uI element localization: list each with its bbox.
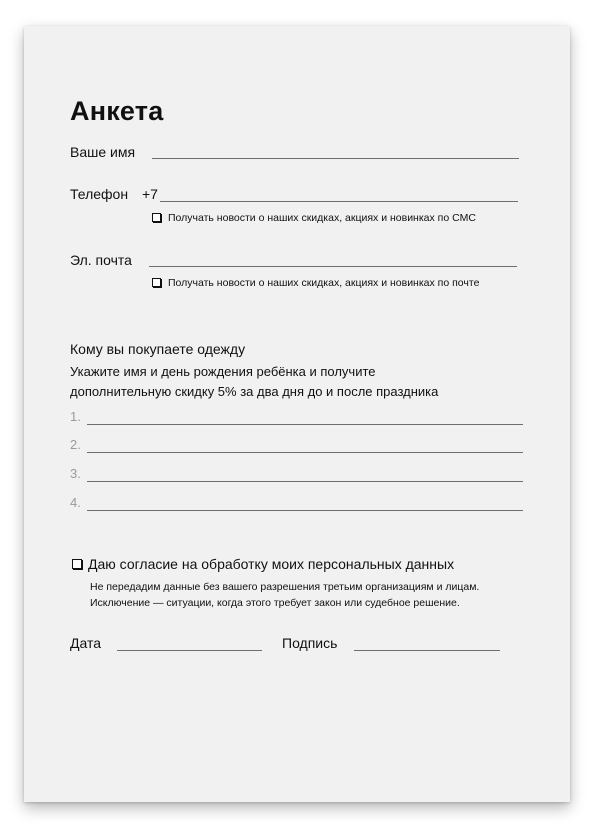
child-entry-line-2[interactable] [87, 452, 523, 453]
phone-prefix: +7 [142, 186, 158, 202]
consent-checkbox[interactable] [72, 559, 82, 569]
email-checkbox[interactable] [152, 278, 161, 287]
phone-field-line[interactable] [160, 201, 518, 202]
email-opt-in[interactable] [152, 277, 479, 289]
children-heading: Кому вы покупаете одежду [70, 341, 246, 357]
child-entry-number-3: 3. [70, 466, 81, 481]
email-label: Эл. почта [70, 252, 132, 268]
sms-checkbox-label: Получать новости о наших скидках, акциях и новинках по СМС [168, 212, 476, 224]
consent-note-line-1: Не передадим данные без вашего разрешения третьим организациям и лицам. [90, 581, 480, 593]
name-field-line[interactable] [152, 158, 519, 159]
email-checkbox-label: Получать новости о наших скидках, акциях и новинках по почте [168, 277, 480, 289]
signature-field-line[interactable] [354, 650, 500, 651]
children-instructions [70, 362, 438, 402]
consent-label: Даю согласие на обработку моих персональных данных [88, 556, 455, 572]
form-sheet [24, 26, 570, 802]
date-field-line[interactable] [117, 650, 262, 651]
form-title: Анкета [70, 96, 164, 126]
child-entry-number-1: 1. [70, 409, 81, 424]
consent-note [90, 579, 479, 611]
child-entry-line-1[interactable] [87, 424, 523, 425]
children-instructions-line-2: дополнительную скидку 5% за два дня до и после праздника [70, 384, 439, 399]
sms-opt-in[interactable] [152, 212, 476, 224]
child-entry-number-2: 2. [70, 437, 81, 452]
sms-checkbox[interactable] [152, 213, 161, 222]
date-label: Дата [70, 635, 102, 651]
child-entry-line-4[interactable] [87, 510, 523, 511]
email-field-line[interactable] [149, 266, 517, 267]
signature-label: Подпись [282, 635, 338, 651]
name-label: Ваше имя [70, 144, 136, 160]
consent-option[interactable] [72, 556, 454, 572]
children-instructions-line-1: Укажите имя и день рождения ребёнка и получите [70, 364, 376, 379]
phone-label: Телефон [70, 186, 129, 202]
child-entry-number-4: 4. [70, 495, 81, 510]
child-entry-line-3[interactable] [87, 481, 523, 482]
consent-note-line-2: Исключение — ситуации, когда этого требует закон или судебное решение. [90, 597, 460, 609]
